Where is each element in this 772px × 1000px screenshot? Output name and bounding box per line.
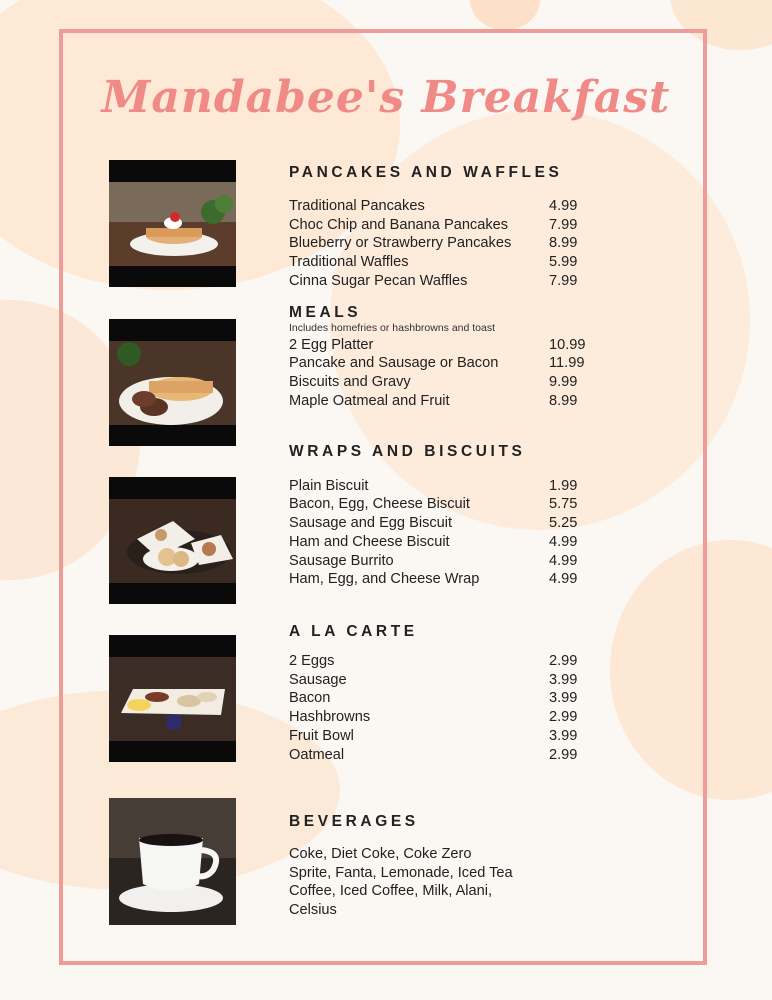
item-name: Ham and Cheese Biscuit bbox=[289, 534, 450, 550]
item-price: 7.99 bbox=[549, 273, 578, 289]
menu-item bbox=[289, 709, 589, 728]
meals-photo bbox=[109, 319, 236, 446]
item-name: Cinna Sugar Pecan Waffles bbox=[289, 273, 468, 289]
menu-item bbox=[289, 653, 589, 672]
item-name: Traditional Waffles bbox=[289, 254, 409, 270]
section-heading-pancakes-waffles: PANCAKES AND WAFFLES bbox=[289, 164, 563, 181]
item-name: Fruit Bowl bbox=[289, 728, 354, 744]
menu-item bbox=[289, 337, 589, 356]
menu-item bbox=[289, 534, 589, 553]
item-price: 8.99 bbox=[549, 235, 578, 251]
item-name: Traditional Pancakes bbox=[289, 198, 425, 214]
menu-item bbox=[289, 198, 589, 217]
item-name: Sausage and Egg Biscuit bbox=[289, 515, 453, 531]
item-name: Choc Chip and Banana Pancakes bbox=[289, 217, 509, 233]
section-heading-a-la-carte: A LA CARTE bbox=[289, 623, 418, 640]
section-heading-wraps-biscuits: WRAPS AND BISCUITS bbox=[289, 443, 526, 460]
menu-item bbox=[289, 374, 589, 393]
pancakes-photo bbox=[109, 160, 236, 287]
section-heading-beverages: BEVERAGES bbox=[289, 813, 419, 830]
item-price: 2.99 bbox=[549, 709, 578, 725]
menu-item bbox=[289, 515, 589, 534]
beverages-photo bbox=[109, 798, 236, 925]
item-price: 10.99 bbox=[549, 337, 586, 353]
item-name: Maple Oatmeal and Fruit bbox=[289, 393, 450, 409]
item-name: Plain Biscuit bbox=[289, 478, 369, 494]
menu-item bbox=[289, 217, 589, 236]
item-price: 11.99 bbox=[549, 355, 585, 371]
item-name: Pancake and Sausage or Bacon bbox=[289, 355, 499, 371]
item-name: 2 Egg Platter bbox=[289, 337, 374, 353]
item-name: Ham, Egg, and Cheese Wrap bbox=[289, 571, 480, 587]
item-price: 5.99 bbox=[549, 254, 578, 270]
menu-item bbox=[289, 496, 589, 515]
item-price: 2.99 bbox=[549, 747, 578, 763]
background-orange-slice bbox=[470, 0, 540, 30]
item-price: 4.99 bbox=[549, 553, 578, 569]
item-name: Blueberry or Strawberry Pancakes bbox=[289, 235, 512, 251]
menu-item bbox=[289, 571, 589, 590]
meals-note: Includes homefries or hashbrowns and toast bbox=[289, 322, 496, 334]
menu-item bbox=[289, 254, 589, 273]
item-name: 2 Eggs bbox=[289, 653, 335, 669]
item-price: 2.99 bbox=[549, 653, 578, 669]
menu-item bbox=[289, 355, 589, 374]
item-name: Biscuits and Gravy bbox=[289, 374, 411, 390]
item-price: 1.99 bbox=[549, 478, 578, 494]
menu-item bbox=[289, 393, 589, 412]
beverage-line: Sprite, Fanta, Lemonade, Iced Tea bbox=[289, 865, 513, 881]
item-price: 4.99 bbox=[549, 571, 578, 587]
item-price: 3.99 bbox=[549, 728, 578, 744]
wraps-biscuits-photo bbox=[109, 477, 236, 604]
beverage-line: Celsius bbox=[289, 902, 337, 918]
a-la-carte-photo bbox=[109, 635, 236, 762]
menu-item bbox=[289, 728, 589, 747]
beverage-line: Coffee, Iced Coffee, Milk, Alani, bbox=[289, 883, 493, 899]
item-name: Sausage Burrito bbox=[289, 553, 394, 569]
menu-item bbox=[289, 478, 589, 497]
item-price: 7.99 bbox=[549, 217, 578, 233]
menu-item bbox=[289, 672, 589, 691]
menu-item bbox=[289, 553, 589, 572]
item-name: Bacon, Egg, Cheese Biscuit bbox=[289, 496, 470, 512]
item-price: 3.99 bbox=[549, 690, 578, 706]
menu-item bbox=[289, 273, 589, 292]
item-name: Oatmeal bbox=[289, 747, 345, 763]
menu-item bbox=[289, 235, 589, 254]
menu-title: Mandabee's Breakfast bbox=[101, 72, 671, 123]
beverage-line: Coke, Diet Coke, Coke Zero bbox=[289, 846, 472, 862]
item-price: 3.99 bbox=[549, 672, 578, 688]
menu-item bbox=[289, 690, 589, 709]
section-heading-meals: MEALS bbox=[289, 304, 362, 321]
menu-item bbox=[289, 747, 589, 766]
item-price: 9.99 bbox=[549, 374, 578, 390]
item-name: Sausage bbox=[289, 672, 347, 688]
item-price: 8.99 bbox=[549, 393, 578, 409]
item-price: 4.99 bbox=[549, 198, 578, 214]
item-price: 4.99 bbox=[549, 534, 578, 550]
item-name: Bacon bbox=[289, 690, 331, 706]
item-name: Hashbrowns bbox=[289, 709, 371, 725]
item-price: 5.75 bbox=[549, 496, 578, 512]
item-price: 5.25 bbox=[549, 515, 578, 531]
